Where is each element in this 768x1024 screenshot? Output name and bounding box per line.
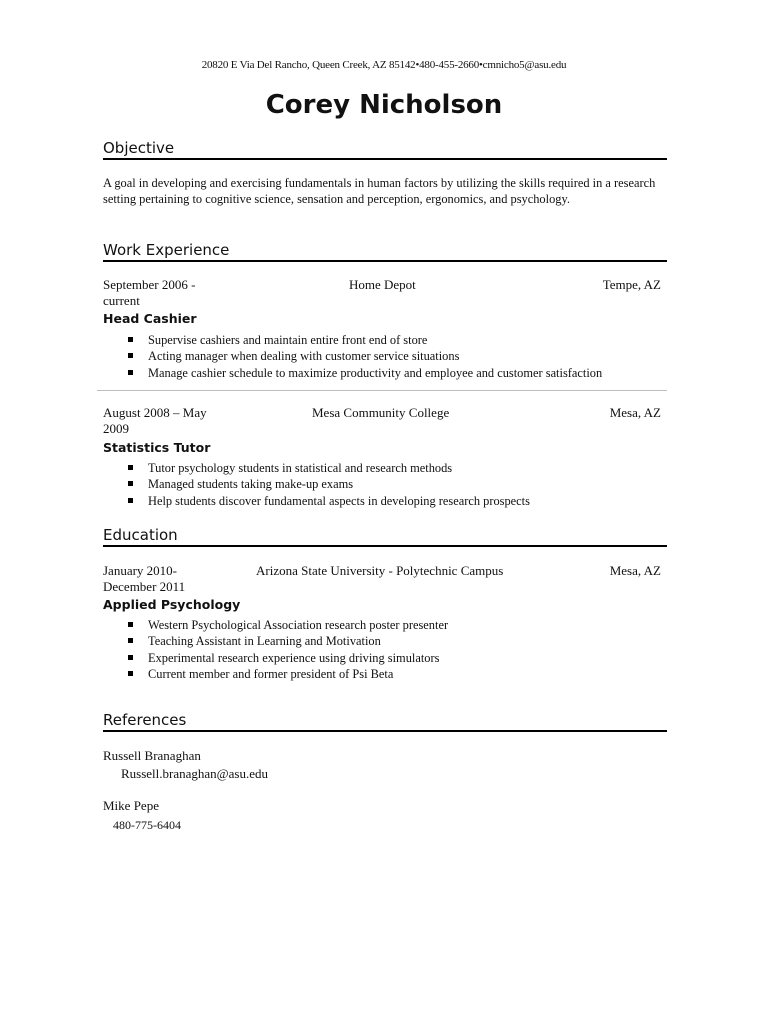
list-item: Manage cashier schedule to maximize productivity and employee and customer satisfaction xyxy=(128,365,602,381)
job-duties-list xyxy=(128,332,602,381)
education-date: January 2010- December 2011 xyxy=(103,563,186,594)
list-item: Teaching Assistant in Learning and Motivation xyxy=(128,633,448,649)
job-location: Tempe, AZ xyxy=(602,277,661,292)
objective-text: A goal in developing and exercising fundamentals in human factors by utilizing the skills required in a research setting pertaining to cognitive science, sensation and perception, ergonomics, and psychology. xyxy=(103,176,656,206)
list-item: Experimental research experience using driving simulators xyxy=(128,650,448,666)
divider xyxy=(97,390,667,391)
job-title: Statistics Tutor xyxy=(103,440,211,455)
education-details-list xyxy=(128,617,448,683)
job-date: September 2006 -current xyxy=(103,277,196,308)
list-item: Supervise cashiers and maintain entire front end of store xyxy=(128,332,602,348)
job-date: August 2008 – May 2009 xyxy=(103,405,207,436)
job-location: Mesa, AZ xyxy=(609,405,661,420)
job-organization: Mesa Community College xyxy=(312,405,450,420)
list-item: Current member and former president of Psi Beta xyxy=(128,666,448,682)
contact-line: 20820 E Via Del Rancho, Queen Creek, AZ 85142•480-455-2660•cmnicho5@asu.edu xyxy=(201,59,567,71)
reference-name: Mike Pepe xyxy=(103,798,159,813)
list-item: Acting manager when dealing with customer service situations xyxy=(128,348,602,364)
list-item: Western Psychological Association research poster presenter xyxy=(128,617,448,633)
section-heading-work-experience: Work Experience xyxy=(103,241,667,262)
job-duties-list xyxy=(128,460,530,509)
section-heading-objective: Objective xyxy=(103,139,667,160)
reference-contact: Russell.branaghan@asu.edu xyxy=(121,766,268,781)
list-item: Help students discover fundamental aspects in developing research prospects xyxy=(128,493,530,509)
resume-name: Corey Nicholson xyxy=(265,90,503,120)
section-heading-references: References xyxy=(103,711,667,732)
job-title: Head Cashier xyxy=(103,311,197,326)
education-program: Applied Psychology xyxy=(103,597,241,612)
list-item: Tutor psychology students in statistical and research methods xyxy=(128,460,530,476)
reference-name: Russell Branaghan xyxy=(103,748,201,763)
list-item: Managed students taking make-up exams xyxy=(128,476,530,492)
reference-contact: 480-775-6404 xyxy=(113,818,181,832)
education-institution: Arizona State University - Polytechnic Campus xyxy=(256,563,504,578)
job-organization: Home Depot xyxy=(349,277,416,292)
education-location: Mesa, AZ xyxy=(609,563,661,578)
section-heading-education: Education xyxy=(103,526,667,547)
